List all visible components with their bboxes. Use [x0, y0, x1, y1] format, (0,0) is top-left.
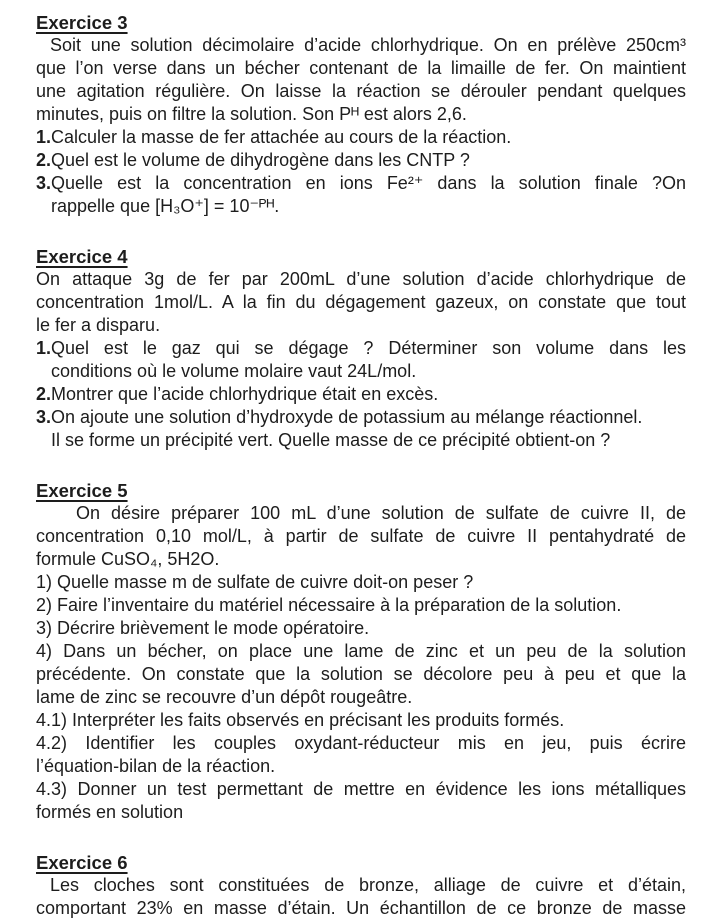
item-number: 2.: [36, 150, 52, 170]
numbered-item: 3) Décrire brièvement le mode opératoire.: [36, 618, 370, 638]
item-number: 2.: [36, 384, 52, 404]
item-text: Quel est le gaz qui se dégage ? Déterminer son volume dans les: [51, 338, 686, 358]
text-line: que l’on verse dans un bécher contenant de la limaille de fer. On maintient: [36, 58, 686, 78]
text-line: On désire préparer 100 mL d’une solution de sulfate de cuivre II, de: [76, 503, 686, 523]
text-line: lame de zinc se recouvre d’un dépôt rougeâtre.: [36, 687, 413, 707]
numbered-item: 2) Faire l’inventaire du matériel nécessaire à la préparation de la solution.: [36, 595, 622, 615]
numbered-item: 4) Dans un bécher, on place une lame de zinc et un peu de la solution: [36, 641, 686, 661]
item-number: 3.: [36, 407, 52, 427]
numbered-item: [36, 149, 686, 172]
section-heading: Exercice 6: [36, 852, 128, 873]
numbered-item: 4.1) Interpréter les faits observés en précisant les produits formés.: [36, 710, 565, 730]
numbered-item: [36, 337, 686, 360]
text-line: le fer a disparu.: [36, 315, 161, 335]
text-line: l’équation-bilan de la réaction.: [36, 756, 276, 776]
text-line: On attaque 3g de fer par 200mL d’une solution d’acide chlorhydrique de: [36, 269, 686, 289]
item-text: Quelle est la concentration en ions Fe²⁺ dans la solution finale ?On: [51, 173, 686, 193]
section-exercice-5: [36, 479, 686, 824]
numbered-item: [36, 172, 686, 195]
section-exercice-4: [36, 245, 686, 452]
text-line: rappelle que [H₃O⁺] = 10⁻ᴾᴴ.: [51, 196, 280, 216]
text-line: précédente. On constate que la solution se décolore peu à peu et que la: [36, 664, 686, 684]
item-number: 3.: [36, 173, 52, 193]
item-text: Quel est le volume de dihydrogène dans les CNTP ?: [51, 150, 470, 170]
item-text: Calculer la masse de fer attachée au cours de la réaction.: [51, 127, 512, 147]
item-text: On ajoute une solution d’hydroxyde de potassium au mélange réactionnel.: [51, 407, 643, 427]
text-line: comportant 23% en masse d’étain. Un échantillon de ce bronze de masse: [36, 898, 686, 918]
numbered-item: 4.3) Donner un test permettant de mettre en évidence les ions métalliques: [36, 779, 686, 799]
text-line: minutes, puis on filtre la solution. Son Pᴴ est alors 2,6.: [36, 104, 467, 124]
item-text: Montrer que l’acide chlorhydrique était en excès.: [51, 384, 439, 404]
text-line: Il se forme un précipité vert. Quelle masse de ce précipité obtient-on ?: [51, 430, 611, 450]
numbered-item: [36, 383, 686, 406]
section-heading: Exercice 4: [36, 246, 128, 267]
numbered-item: [36, 126, 686, 149]
section-exercice-3: [36, 11, 686, 218]
numbered-item: 1) Quelle masse m de sulfate de cuivre doit-on peser ?: [36, 572, 474, 592]
section-heading: Exercice 3: [36, 12, 128, 33]
numbered-item: 4.2) Identifier les couples oxydant-réducteur mis en jeu, puis écrire: [36, 733, 686, 753]
item-number: 1.: [36, 127, 52, 147]
section-exercice-6: [36, 851, 686, 919]
item-number: 1.: [36, 338, 52, 358]
text-line: formés en solution: [36, 802, 184, 822]
text-line: concentration 1mol/L. A la fin du dégagement gazeux, on constate que tout: [36, 292, 686, 312]
text-line: une agitation régulière. On laisse la réaction se dérouler pendant quelques: [36, 81, 686, 101]
text-line: Les cloches sont constituées de bronze, alliage de cuivre et d’étain,: [50, 875, 686, 895]
numbered-item: [36, 406, 686, 429]
text-line: concentration 0,10 mol/L, à partir de sulfate de cuivre II pentahydraté de: [36, 526, 686, 546]
text-line: conditions où le volume molaire vaut 24L/mol.: [51, 361, 417, 381]
text-line: Soit une solution décimolaire d’acide chlorhydrique. On en prélève 250cm³: [50, 35, 686, 55]
section-heading: Exercice 5: [36, 480, 128, 501]
text-line: formule CuSO₄, 5H2O.: [36, 549, 220, 569]
